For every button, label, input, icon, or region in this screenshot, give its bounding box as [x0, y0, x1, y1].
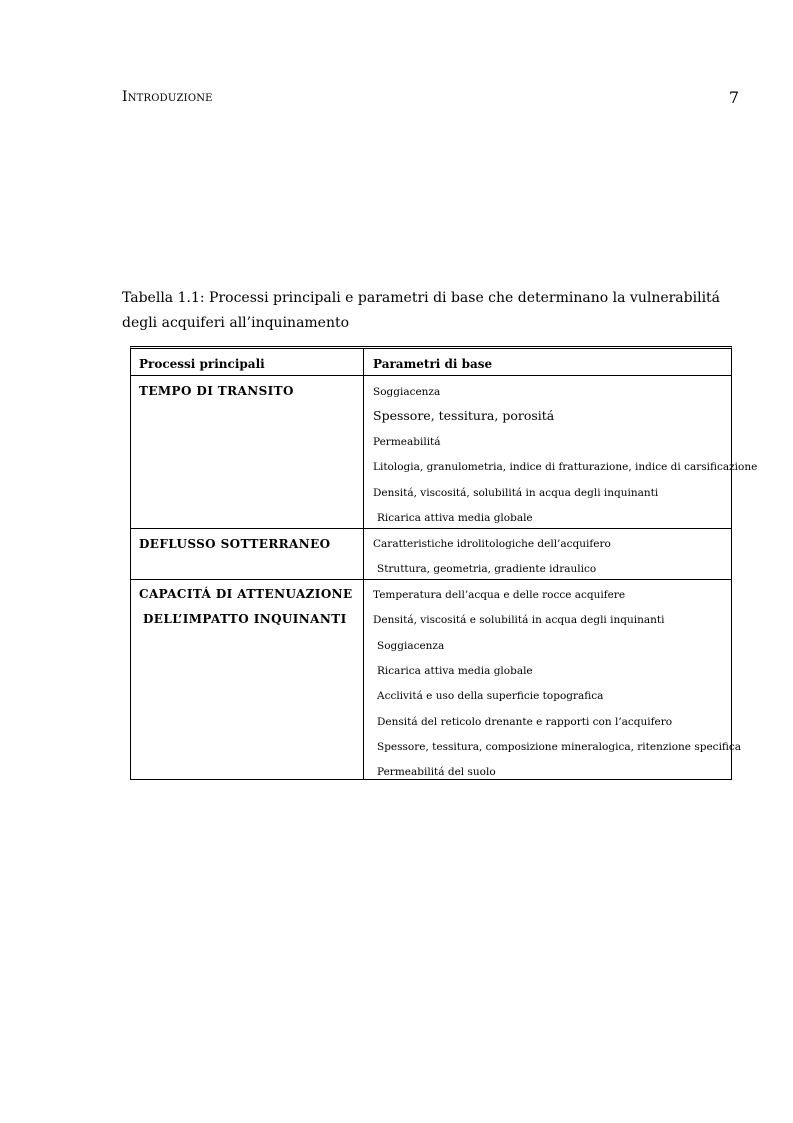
- running-head-title: Introduzione: [122, 89, 213, 105]
- page-number: 7: [728, 88, 739, 107]
- parameter-item: Permeabilitá del suolo: [377, 766, 496, 778]
- parameter-item: Soggiacenza: [373, 386, 441, 398]
- process-name: DEFLUSSO SOTTERRANEO: [139, 537, 331, 551]
- parameters-table: [130, 346, 758, 780]
- process-name: CAPACITÁ DI ATTENUAZIONE: [139, 587, 353, 601]
- parameter-item: Densitá del reticolo drenante e rapporti con l’acquifero: [377, 716, 673, 728]
- parameter-item: Densitá, viscositá e solubilitá in acqua degli inquinanti: [373, 614, 665, 626]
- header-rule: [131, 375, 731, 376]
- group-rule: [131, 579, 731, 580]
- parameter-item: Spessore, tessitura, composizione mineralogica, ritenzione specifica: [377, 741, 742, 753]
- parameter-item: Struttura, geometria, gradiente idraulico: [377, 563, 597, 575]
- process-name-line2: DELL’IMPATTO INQUINANTI: [143, 612, 347, 626]
- header-parameters: Parametri di base: [373, 357, 493, 371]
- process-name: TEMPO DI TRANSITO: [139, 384, 294, 398]
- parameter-item: Acclivitá e uso della superficie topografica: [377, 690, 604, 702]
- parameter-item: Densitá, viscositá, solubilitá in acqua degli inquinanti: [373, 487, 659, 499]
- parameter-item: Permeabilitá: [373, 436, 441, 448]
- running-head: [122, 89, 739, 109]
- parameter-item: Temperatura dell’acqua e delle rocce acquifere: [373, 589, 626, 601]
- parameter-item: Caratteristiche idrolitologiche dell’acquifero: [373, 538, 611, 550]
- group-rule: [131, 528, 731, 529]
- parameter-item: Ricarica attiva media globale: [377, 665, 533, 677]
- header-processes: Processi principali: [139, 357, 265, 371]
- parameter-item: Spessore, tessitura, porositá: [373, 408, 555, 423]
- column-divider: [363, 349, 364, 779]
- parameter-item: Ricarica attiva media globale: [377, 512, 533, 524]
- parameter-item: Soggiacenza: [377, 640, 445, 652]
- parameter-item: Litologia, granulometria, indice di fratturazione, indice di carsificazione: [373, 461, 758, 473]
- table-caption: Tabella 1.1: Processi principali e parametri di base che determinano la vulnerabilitá degli acquiferi all’inquinamento: [122, 290, 721, 331]
